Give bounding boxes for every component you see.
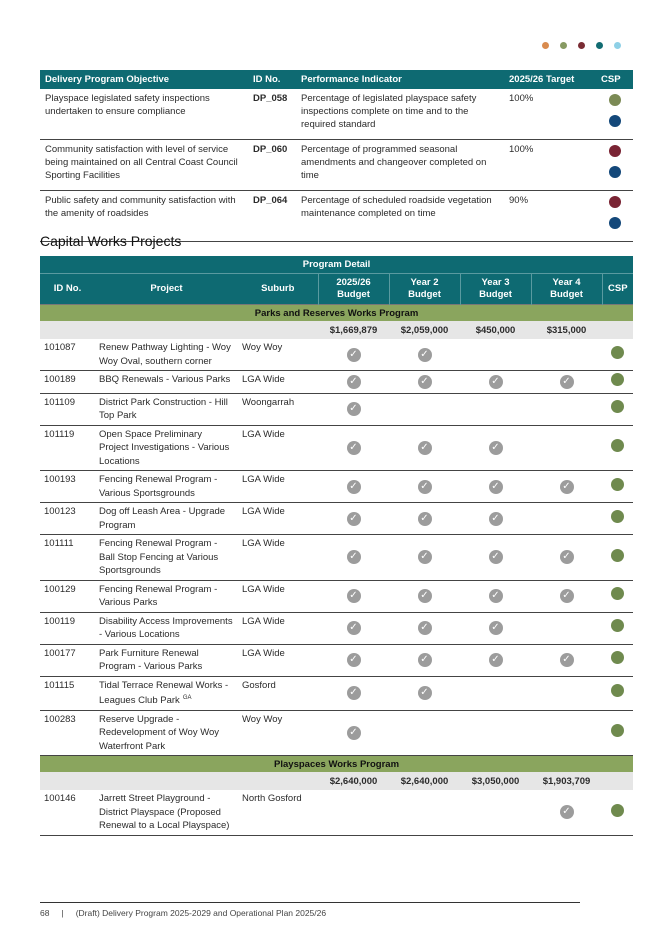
project-name: Fencing Renewal Program - Various Parks: [99, 583, 218, 608]
year-budget-cell: [389, 644, 460, 676]
check-icon: ✓: [560, 589, 574, 603]
project-row: [40, 535, 633, 581]
csp-cell: [602, 580, 633, 612]
csp-dot: [611, 619, 624, 632]
budget-amount: $315,000: [531, 321, 602, 339]
project-row: [40, 644, 633, 676]
csp-cell: [602, 644, 633, 676]
check-icon: ✓: [489, 441, 503, 455]
csp-cell: [596, 191, 633, 242]
csp-dot: [611, 724, 624, 737]
project-id: 101109: [40, 393, 95, 425]
check-icon: ✓: [560, 375, 574, 389]
csp-dot: [611, 684, 624, 697]
year-budget-cell: [531, 676, 602, 710]
check-icon: ✓: [347, 621, 361, 635]
csp-dot: [611, 346, 624, 359]
page-footer: [40, 908, 326, 918]
target-cell: 90%: [504, 191, 596, 242]
id-cell: DP_064: [248, 191, 296, 242]
budget-spacer: [40, 321, 318, 339]
year-budget-cell: [531, 425, 602, 471]
year-budget-cell: [531, 503, 602, 535]
csp-dot: [609, 115, 621, 127]
project-name: Fencing Renewal Program - Ball Stop Fencing at Various Sportsgrounds: [99, 538, 219, 576]
year-budget-cell: [460, 612, 531, 644]
year-budget-cell: [389, 503, 460, 535]
project-name: BBQ Renewals - Various Parks: [99, 374, 231, 385]
csp-cell: [602, 425, 633, 471]
budget-amount: $2,640,000: [389, 772, 460, 790]
project-row: [40, 471, 633, 503]
check-icon: ✓: [560, 550, 574, 564]
header-project: Project: [95, 274, 238, 305]
project-row: [40, 503, 633, 535]
csp-dot: [611, 478, 624, 491]
check-icon: ✓: [347, 686, 361, 700]
project-id: 100129: [40, 580, 95, 612]
check-icon: ✓: [489, 653, 503, 667]
year-budget-cell: [389, 393, 460, 425]
year-budget-cell: [531, 710, 602, 756]
year-budget-cell: [389, 535, 460, 581]
year-budget-cell: [389, 710, 460, 756]
year-budget-cell: [531, 339, 602, 371]
year-budget-cell: [531, 371, 602, 394]
brand-dots: [542, 42, 621, 49]
year-budget-cell: [531, 644, 602, 676]
csp-dot: [609, 145, 621, 157]
check-icon: ✓: [489, 589, 503, 603]
csp-dot: [611, 439, 624, 452]
project-row: [40, 790, 633, 835]
csp-cell: [602, 790, 633, 835]
year-budget-cell: [460, 710, 531, 756]
year-budget-cell: [460, 580, 531, 612]
csp-dot: [611, 373, 624, 386]
csp-dot: [609, 166, 621, 178]
check-icon: ✓: [489, 512, 503, 526]
year-budget-cell: [389, 580, 460, 612]
year-budget-cell: [318, 580, 389, 612]
header-indicator: Performance Indicator: [296, 70, 504, 89]
project-name: Reserve Upgrade - Redevelopment of Woy Woy Waterfront Park: [99, 713, 220, 752]
csp-cell: [596, 89, 633, 140]
program-name: Playspaces Works Program: [40, 756, 633, 773]
year-budget-cell: [531, 471, 602, 503]
project-name: Jarrett Street Playground - District Playspace (Proposed Renewal to a Local Playspace): [99, 793, 230, 832]
year-budget-cell: [389, 339, 460, 371]
check-icon: ✓: [418, 512, 432, 526]
budget-row: [40, 321, 633, 339]
project-name-cell: [95, 339, 238, 371]
year-budget-cell: [318, 790, 389, 835]
year-budget-cell: [460, 676, 531, 710]
csp-cell: [602, 710, 633, 756]
csp-cell: [602, 612, 633, 644]
year-budget-cell: [318, 710, 389, 756]
page-number: 68: [40, 908, 50, 918]
check-icon: ✓: [418, 375, 432, 389]
year-budget-cell: [318, 535, 389, 581]
project-suburb: LGA Wide: [238, 580, 318, 612]
check-icon: ✓: [347, 348, 361, 362]
check-icon: ✓: [347, 441, 361, 455]
check-icon: ✓: [418, 550, 432, 564]
footer-rule: [40, 902, 580, 903]
project-name: Fencing Renewal Program - Various Sportsgrounds: [99, 474, 218, 499]
check-icon: ✓: [489, 375, 503, 389]
project-name-cell: [95, 644, 238, 676]
check-icon: ✓: [418, 686, 432, 700]
project-row: [40, 425, 633, 471]
project-name: Tidal Terrace Renewal Works - Leagues Club Park: [99, 679, 229, 707]
csp-dot: [611, 804, 624, 817]
project-name: Park Furniture Renewal Program - Various Parks: [99, 647, 203, 672]
program-row: [40, 756, 633, 773]
project-name: Open Space Preliminary Project Investigations - Various Locations: [99, 428, 230, 467]
year-budget-cell: [389, 790, 460, 835]
brand-dot: [596, 42, 603, 49]
check-icon: ✓: [418, 621, 432, 635]
program-row: [40, 305, 633, 322]
project-id: 100123: [40, 503, 95, 535]
year-budget-cell: [460, 339, 531, 371]
project-row: [40, 393, 633, 425]
year-budget-cell: [318, 425, 389, 471]
header-id-no: ID No.: [40, 274, 95, 305]
header-year-2-budget: Year 2 Budget: [389, 274, 460, 305]
year-budget-cell: [460, 471, 531, 503]
check-icon: ✓: [347, 480, 361, 494]
project-row: [40, 580, 633, 612]
year-budget-cell: [318, 471, 389, 503]
year-budget-cell: [389, 371, 460, 394]
target-cell: 100%: [504, 89, 596, 140]
budget-amount: $1,669,879: [318, 321, 389, 339]
project-name-cell: [95, 471, 238, 503]
year-budget-cell: [460, 535, 531, 581]
check-icon: ✓: [347, 375, 361, 389]
project-name-cell: [95, 425, 238, 471]
project-suburb: LGA Wide: [238, 535, 318, 581]
csp-dot: [609, 94, 621, 106]
project-name-cell: [95, 371, 238, 394]
check-icon: ✓: [418, 589, 432, 603]
project-suburb: Woy Woy: [238, 710, 318, 756]
year-budget-cell: [318, 612, 389, 644]
project-name: Renew Pathway Lighting - Woy Woy Oval, southern corner: [99, 342, 231, 367]
csp-dot: [611, 400, 624, 413]
project-id: 100177: [40, 644, 95, 676]
year-budget-cell: [531, 790, 602, 835]
project-name-cell: [95, 612, 238, 644]
project-name: District Park Construction - Hill Top Park: [99, 396, 228, 421]
footer-text: (Draft) Delivery Program 2025-2029 and Operational Plan 2025/26: [75, 908, 327, 918]
year-budget-cell: [460, 393, 531, 425]
year-budget-cell: [531, 393, 602, 425]
budget-amount: $1,903,709: [531, 772, 602, 790]
year-budget-cell: [318, 676, 389, 710]
project-suburb: Gosford: [238, 676, 318, 710]
csp-cell: [596, 140, 633, 191]
project-id: 101119: [40, 425, 95, 471]
project-name-cell: [95, 535, 238, 581]
check-icon: ✓: [418, 348, 432, 362]
project-name-cell: [95, 710, 238, 756]
check-icon: ✓: [418, 441, 432, 455]
id-cell: DP_060: [248, 140, 296, 191]
csp-cell: [602, 503, 633, 535]
check-icon: ✓: [418, 653, 432, 667]
project-suburb: North Gosford: [238, 790, 318, 835]
project-row: [40, 612, 633, 644]
csp-cell: [602, 371, 633, 394]
project-id: 101111: [40, 535, 95, 581]
csp-cell: [602, 535, 633, 581]
year-budget-cell: [318, 503, 389, 535]
budget-amount: $3,050,000: [460, 772, 531, 790]
year-budget-cell: [460, 644, 531, 676]
program-detail-header: Program Detail: [40, 256, 633, 274]
capital-works-table: [40, 256, 633, 836]
year-budget-cell: [389, 612, 460, 644]
csp-dot: [611, 651, 624, 664]
brand-dot: [560, 42, 567, 49]
check-icon: ✓: [347, 589, 361, 603]
budget-spacer: [602, 321, 633, 339]
csp-dot: [609, 217, 621, 229]
indicator-cell: Percentage of programmed seasonal amendments and changeover completed on time: [296, 140, 504, 191]
brand-dot: [578, 42, 585, 49]
project-name-cell: [95, 790, 238, 835]
id-cell: DP_058: [248, 89, 296, 140]
header-id: ID No.: [248, 70, 296, 89]
project-superscript: GA: [182, 695, 192, 701]
project-suburb: LGA Wide: [238, 644, 318, 676]
check-icon: ✓: [560, 805, 574, 819]
objective-cell: Public safety and community satisfaction with the amenity of roadsides: [40, 191, 248, 242]
header-csp: CSP: [602, 274, 633, 305]
project-id: 100193: [40, 471, 95, 503]
project-id: 100146: [40, 790, 95, 835]
year-budget-cell: [389, 676, 460, 710]
year-budget-cell: [318, 339, 389, 371]
year-budget-cell: [460, 371, 531, 394]
footer-separator: |: [61, 908, 64, 918]
indicator-cell: Percentage of scheduled roadside vegetation maintenance completed on time: [296, 191, 504, 242]
header-target: 2025/26 Target: [504, 70, 596, 89]
project-name: Disability Access Improvements - Various Locations: [99, 615, 233, 640]
csp-cell: [602, 393, 633, 425]
year-budget-cell: [389, 471, 460, 503]
header-year-3-budget: Year 3 Budget: [460, 274, 531, 305]
project-suburb: LGA Wide: [238, 503, 318, 535]
year-budget-cell: [531, 535, 602, 581]
year-budget-cell: [460, 425, 531, 471]
header-objective: Delivery Program Objective: [40, 70, 248, 89]
check-icon: ✓: [489, 480, 503, 494]
budget-amount: $450,000: [460, 321, 531, 339]
project-name: Dog off Leash Area - Upgrade Program: [99, 506, 226, 531]
check-icon: ✓: [489, 550, 503, 564]
project-id: 101087: [40, 339, 95, 371]
budget-spacer: [602, 772, 633, 790]
project-id: 101115: [40, 676, 95, 710]
year-budget-cell: [531, 580, 602, 612]
project-name-cell: [95, 580, 238, 612]
project-name-cell: [95, 503, 238, 535]
check-icon: ✓: [347, 550, 361, 564]
header-csp: CSP: [596, 70, 633, 89]
csp-dot: [611, 549, 624, 562]
objectives-table: [40, 70, 633, 242]
year-budget-cell: [318, 393, 389, 425]
check-icon: ✓: [418, 480, 432, 494]
indicator-cell: Percentage of legislated playspace safety inspections complete on time and to the required standard: [296, 89, 504, 140]
target-cell: 100%: [504, 140, 596, 191]
brand-dot: [614, 42, 621, 49]
project-suburb: LGA Wide: [238, 371, 318, 394]
year-budget-cell: [318, 371, 389, 394]
objective-cell: Community satisfaction with level of service being maintained on all Central Coast Council Sporting Facilities: [40, 140, 248, 191]
project-row: [40, 371, 633, 394]
year-budget-cell: [318, 644, 389, 676]
objective-row: [40, 89, 633, 140]
project-suburb: LGA Wide: [238, 425, 318, 471]
objective-row: [40, 140, 633, 191]
check-icon: ✓: [347, 402, 361, 416]
csp-dot: [609, 196, 621, 208]
header-year-4-budget: Year 4 Budget: [531, 274, 602, 305]
project-suburb: LGA Wide: [238, 471, 318, 503]
check-icon: ✓: [560, 480, 574, 494]
header-suburb: Suburb: [238, 274, 318, 305]
budget-amount: $2,640,000: [318, 772, 389, 790]
project-suburb: Woy Woy: [238, 339, 318, 371]
check-icon: ✓: [347, 653, 361, 667]
header-budget-2025-26: 2025/26 Budget: [318, 274, 389, 305]
csp-cell: [602, 471, 633, 503]
section-title: Capital Works Projects: [40, 233, 182, 249]
check-icon: ✓: [560, 653, 574, 667]
budget-spacer: [40, 772, 318, 790]
project-suburb: LGA Wide: [238, 612, 318, 644]
year-budget-cell: [531, 612, 602, 644]
project-row: [40, 676, 633, 710]
csp-dot: [611, 510, 624, 523]
check-icon: ✓: [489, 621, 503, 635]
check-icon: ✓: [347, 512, 361, 526]
program-name: Parks and Reserves Works Program: [40, 305, 633, 322]
year-budget-cell: [460, 503, 531, 535]
csp-dot: [611, 587, 624, 600]
project-id: 100189: [40, 371, 95, 394]
project-name-cell: [95, 676, 238, 710]
project-row: [40, 710, 633, 756]
project-id: 100283: [40, 710, 95, 756]
budget-amount: $2,059,000: [389, 321, 460, 339]
brand-dot: [542, 42, 549, 49]
project-id: 100119: [40, 612, 95, 644]
year-budget-cell: [389, 425, 460, 471]
project-row: [40, 339, 633, 371]
csp-cell: [602, 676, 633, 710]
csp-cell: [602, 339, 633, 371]
check-icon: ✓: [347, 726, 361, 740]
year-budget-cell: [460, 790, 531, 835]
project-name-cell: [95, 393, 238, 425]
budget-row: [40, 772, 633, 790]
project-suburb: Woongarrah: [238, 393, 318, 425]
objective-cell: Playspace legislated safety inspections undertaken to ensure compliance: [40, 89, 248, 140]
